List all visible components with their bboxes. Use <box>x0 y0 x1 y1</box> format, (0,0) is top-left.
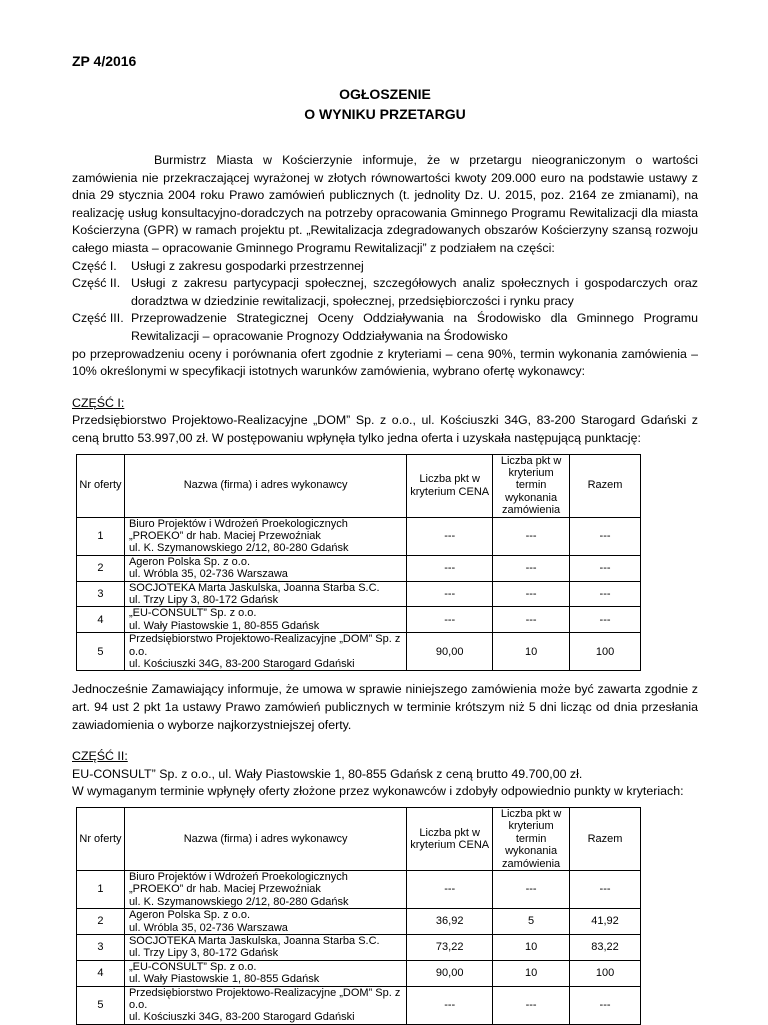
table-row <box>77 581 641 607</box>
table-row <box>77 935 641 961</box>
part-item <box>72 310 698 345</box>
cell-name <box>124 986 406 1024</box>
cell-nr: 3 <box>77 581 125 607</box>
cell-total: 100 <box>570 633 641 671</box>
header-total: Razem <box>570 454 641 517</box>
section-1-heading: CZĘŚĆ I: <box>72 395 125 410</box>
part-item <box>72 275 698 310</box>
intro <box>72 152 698 381</box>
section-1-note: Jednocześnie Zamawiający informuje, że umowa w sprawie niniejszego zamówienia może być zawarta zgodnie z art. 94 ust 2 pkt 1a ustawy Prawo zamówień publicznych w terminie krótszym niż 5 dni licząc od dnia przesłania zawiadomienia o wyborze najkorzystniejszej oferty. <box>72 682 698 732</box>
part-text: Usługi z zakresu partycypacji społecznej, szczegółowych analiz społecznych i gospodarczych oraz doradztwa w dziedzinie rewitalizacji, społecznej, przedsiębiorczości i rynku pracy <box>131 276 698 308</box>
cell-price: --- <box>407 517 493 555</box>
part-text: Usługi z zakresu gospodarki przestrzennej <box>131 258 364 273</box>
header-price: Liczba pkt w kryterium CENA <box>407 454 493 517</box>
cell-name <box>124 935 406 961</box>
cell-price: --- <box>407 607 493 633</box>
contractor-line: SOCJOTEKA Marta Jaskulska, Joanna Starba S.C. <box>128 935 380 948</box>
contractor-line: Przedsiębiorstwo Projektowo-Realizacyjne „DOM” Sp. z o.o. <box>128 986 401 1012</box>
contractor-line: „EU-CONSULT” Sp. z o.o. <box>128 960 257 973</box>
cell-nr: 3 <box>77 935 125 961</box>
cell-price: 90,00 <box>407 960 493 986</box>
cell-total: --- <box>570 871 641 909</box>
cell-name <box>124 633 406 671</box>
contractor-line: Biuro Projektów i Wdrożeń Proekologicznych <box>128 871 348 883</box>
table-row <box>77 909 641 935</box>
part-label: Część III. <box>72 311 124 326</box>
cell-nr: 1 <box>77 871 125 909</box>
header-term: Liczba pkt w kryterium termin wykonania zamówienia <box>493 807 570 870</box>
cell-name <box>124 960 406 986</box>
section-2-heading: CZĘŚĆ II: <box>72 749 128 764</box>
table-row <box>77 555 641 581</box>
cell-nr: 4 <box>77 607 125 633</box>
cell-price: 36,92 <box>407 909 493 935</box>
cell-name <box>124 555 406 581</box>
cell-name <box>124 607 406 633</box>
cell-price: --- <box>407 986 493 1024</box>
reference-number: ZP 4/2016 <box>72 53 137 69</box>
table-header-row <box>77 807 641 870</box>
contractor-line: SOCJOTEKA Marta Jaskulska, Joanna Starba S.C. <box>128 581 380 594</box>
contractor-line: Biuro Projektów i Wdrożeń Proekologicznych <box>128 517 348 530</box>
part-label: Część II. <box>72 276 121 291</box>
table-header-row <box>77 454 641 517</box>
table-row <box>77 607 641 633</box>
section-2-table-body <box>77 871 641 1025</box>
cell-name <box>124 581 406 607</box>
cell-total: --- <box>570 581 641 607</box>
title-line-2: O WYNIKU PRZETARGU <box>304 106 466 122</box>
cell-total: --- <box>570 555 641 581</box>
contractor-line: ul. K. Szymanowskiego 2/12, 80-280 Gdańsk <box>128 895 349 908</box>
cell-nr: 2 <box>77 555 125 581</box>
cell-price: 90,00 <box>407 633 493 671</box>
section-2-table <box>76 807 641 1025</box>
cell-nr: 1 <box>77 517 125 555</box>
table-row <box>77 517 641 555</box>
cell-price: --- <box>407 555 493 581</box>
cell-total: --- <box>570 607 641 633</box>
cell-price: --- <box>407 871 493 909</box>
cell-total: 100 <box>570 960 641 986</box>
cell-nr: 5 <box>77 633 125 671</box>
contractor-line: ul. Trzy Lipy 3, 80-172 Gdańsk <box>128 593 279 606</box>
contractor-line: ul. K. Szymanowskiego 2/12, 80-280 Gdańsk <box>128 542 349 555</box>
cell-term: --- <box>493 607 570 633</box>
cell-term: 10 <box>493 960 570 986</box>
cell-price: --- <box>407 581 493 607</box>
header-name: Nazwa (firma) i adres wykonawcy <box>124 454 406 517</box>
section-2-text-line-1: EU-CONSULT” Sp. z o.o., ul. Wały Piastowskie 1, 80-855 Gdańsk z ceną brutto 49.700,00 zł. <box>72 766 583 781</box>
contractor-line: Przedsiębiorstwo Projektowo-Realizacyjne „DOM” Sp. z o.o. <box>128 633 401 658</box>
cell-nr: 2 <box>77 909 125 935</box>
header-nr: Nr oferty <box>77 454 125 517</box>
contractor-line: ul. Wróbla 35, 02-736 Warszawa <box>128 568 288 581</box>
cell-term: --- <box>493 581 570 607</box>
contractor-line: „EU-CONSULT” Sp. z o.o. <box>128 607 257 620</box>
contractor-line: Ageron Polska Sp. z o.o. <box>128 909 251 922</box>
cell-nr: 4 <box>77 960 125 986</box>
intro-lead: Burmistrz Miasta w Kościerzynie informuje, że w przetargu nieograniczonym o wartości zamówienia nie przekraczającej wyrażonej w złotych równowartości kwoty 209.000 euro na podstawie ustawy z dnia 29 stycznia 2004 roku Prawo zamówień publicznych (t. jednolity Dz. U. 2015, poz. 2164 ze zmianami), na realizację usług konsultacyjno-doradczych na potrzeby opracowania Gminnego Programu Rewitalizacji dla miasta Kościerzyna (GPR) w ramach projektu pt. „Rewitalizacja zdegradowanych obszarów Kościerzyny szansą rozwoju całego miasta – opracowanie Gminnego Programu Rewitalizacji” z podziałem na części: <box>72 153 698 255</box>
contractor-line: „PROEKO” dr hab. Maciej Przewoźniak <box>128 529 321 542</box>
cell-nr: 5 <box>77 986 125 1024</box>
table-row <box>77 960 641 986</box>
header-term: Liczba pkt w kryterium termin wykonania zamówienia <box>493 454 570 517</box>
document-title <box>72 84 698 124</box>
table-row <box>77 633 641 671</box>
cell-term: --- <box>493 555 570 581</box>
title-line-1: OGŁOSZENIE <box>339 86 431 102</box>
part-label: Część I. <box>72 258 117 273</box>
cell-total: --- <box>570 517 641 555</box>
section-1-table-body <box>77 517 641 671</box>
cell-term: 10 <box>493 935 570 961</box>
cell-term: --- <box>493 871 570 909</box>
cell-name <box>124 871 406 909</box>
header-total: Razem <box>570 807 641 870</box>
cell-term: 10 <box>493 633 570 671</box>
contractor-line: ul. Wały Piastowskie 1, 80-855 Gdańsk <box>128 619 320 632</box>
contractor-line: ul. Trzy Lipy 3, 80-172 Gdańsk <box>128 947 279 960</box>
cell-term: --- <box>493 517 570 555</box>
table-row <box>77 986 641 1024</box>
section-1-text: Przedsiębiorstwo Projektowo-Realizacyjne „DOM” Sp. z o.o., ul. Kościuszki 34G, 83-200 Starogard Gdański z ceną brutto 53.997,00 zł. W postępowaniu wpłynęła tylko jedna oferta i uzyskała następującą punktację: <box>72 413 698 445</box>
cell-term: 5 <box>493 909 570 935</box>
contractor-line: ul. Kościuszki 34G, 83-200 Starogard Gdański <box>128 1011 355 1024</box>
cell-price: 73,22 <box>407 935 493 961</box>
table-row <box>77 871 641 909</box>
contractor-line: ul. Wróbla 35, 02-736 Warszawa <box>128 921 288 934</box>
cell-total: --- <box>570 986 641 1024</box>
document-page <box>72 52 698 1025</box>
section-1-table <box>76 454 641 672</box>
header-price: Liczba pkt w kryterium CENA <box>407 807 493 870</box>
part-item <box>72 258 698 276</box>
section-2-text-line-2: W wymaganym terminie wpłynęły oferty złożone przez wykonawców i zdobyły odpowiednio punkty w kryteriach: <box>72 784 684 799</box>
cell-total: 83,22 <box>570 935 641 961</box>
cell-total: 41,92 <box>570 909 641 935</box>
contractor-line: „PROEKO” dr hab. Maciej Przewoźniak <box>128 883 321 896</box>
header-name: Nazwa (firma) i adres wykonawcy <box>124 807 406 870</box>
cell-term: --- <box>493 986 570 1024</box>
contractor-line: Ageron Polska Sp. z o.o. <box>128 555 251 568</box>
cell-name <box>124 909 406 935</box>
header-nr: Nr oferty <box>77 807 125 870</box>
contractor-line: ul. Wały Piastowskie 1, 80-855 Gdańsk <box>128 973 320 986</box>
parts-list <box>72 258 698 346</box>
intro-tail: po przeprowadzeniu oceny i porównania ofert zgodnie z kryteriami – cena 90%, termin wykonania zamówienia – 10% określonymi w specyfikacji istotnych warunków zamówienia, wybrano ofertę wykonawcy: <box>72 346 698 379</box>
cell-name <box>124 517 406 555</box>
contractor-line: ul. Kościuszki 34G, 83-200 Starogard Gdański <box>128 658 355 670</box>
part-text: Przeprowadzenie Strategicznej Oceny Oddziaływania na Środowisko dla Gminnego Programu Rewitalizacji – opracowanie Prognozy Oddziaływania na Środowisko <box>131 311 698 343</box>
